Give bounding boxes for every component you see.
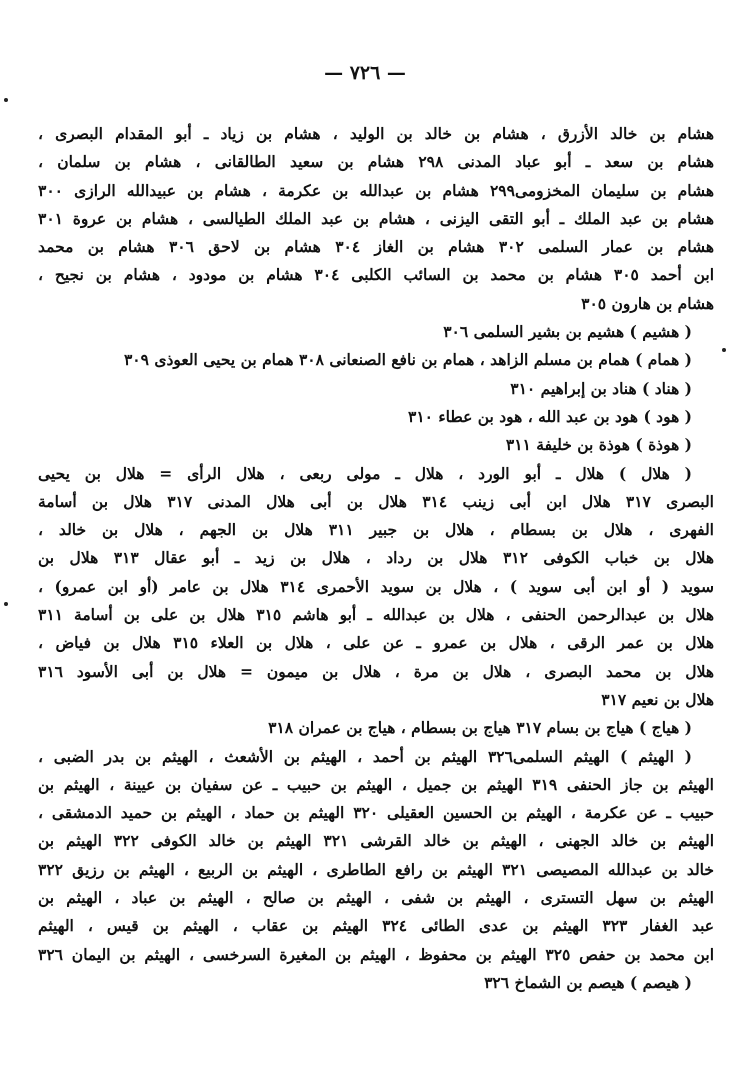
text-line: خالد بن عبدالله المصيصى ٣٢١ الهيثم بن رافع الطاطرى ، الهيثم بن الربيع ، الهيثم بن رزيق ٣٢٢ — [38, 859, 714, 879]
index-entry-hawdha: ( هوذة ) هوذة بن خليفة ٣١١ — [505, 435, 692, 455]
text-line: هشام بن سعد ـ أبو عباد المدنى ٢٩٨ هشام بن سعيد الطالقانى ، هشام بن سلمان ، — [38, 152, 714, 172]
index-entry-hud: ( هود ) هود بن عبد الله ، هود بن عطاء ٣١٠ — [408, 406, 692, 426]
text-line: هلال بن خباب الكوفى ٣١٢ هلال بن رداد ، هلال بن زيد ـ أبو عقال ٣١٣ هلال بن — [38, 548, 714, 568]
index-entry-haysam: ( هيصم ) هيصم بن الشماخ ٣٢٦ — [484, 972, 692, 992]
index-entry-haytham — [38, 743, 714, 969]
text-line: ابن أحمد ٣٠٥ هشام بن محمد بن السائب الكلبى ٣٠٤ هشام بن مودود ، هشام بن نجيح ، — [38, 265, 714, 285]
index-entry-hammam: ( همام ) همام بن مسلم الزاهد ، همام بن نافع الصنعانى ٣٠٨ همام بن يحيى العوذى ٣٠٩ — [123, 350, 692, 370]
text-line: هلال بن عبدالرحمن الحنفى ، هلال بن عبدالله ـ أبو هاشم ٣١٥ هلال بن على بن أسامة ٣١١ — [38, 605, 714, 625]
text-line: هشام بن سليمان المخزومى٢٩٩ هشام بن عبدالله بن عكرمة ، هشام بن عبيدالله الرازى ٣٠٠ — [38, 180, 714, 200]
margin-mark — [4, 602, 8, 606]
margin-mark — [4, 98, 8, 102]
text-line: هشام بن خالد الأزرق ، هشام بن خالد بن الوليد ، هشام بن زياد ـ أبو المقدام البصرى ، — [38, 124, 714, 143]
text-line: هلال بن عمر الرقى ، هلال بن عمرو ـ عن على ، هلال بن العلاء ٣١٥ هلال بن فياض ، — [38, 633, 714, 653]
text-line: ابن محمد بن حفص ٣٢٥ الهيثم بن محفوظ ، الهيثم بن المغيرة السرخسى ، الهيثم بن اليمان ٣٢٦ — [38, 944, 714, 964]
text-line: ( هلال ) هلال ـ أبو الورد ، هلال ـ مولى ربعى ، هلال الرأى = هلال بن يحيى — [38, 463, 692, 483]
text-line: الهيثم بن خالد الجهنى ، الهيثم بن خالد القرشى ٣٢١ الهيثم بن خالد الكوفى ٣٢٢ الهيثم بن — [38, 831, 714, 851]
text-line: هلال بن نعيم ٣١٧ — [601, 689, 714, 709]
text-line: هشام بن هارون ٣٠٥ — [581, 293, 714, 313]
text-line: سويد ( أو ابن أبى سويد ) ، هلال بن سويد الأحمرى ٣١٤ هلال بن عامر (أو ابن عمرو) ، — [38, 576, 714, 596]
index-entry-hilal — [38, 460, 714, 715]
index-entry-hayyaj: ( هياج ) هياج بن بسام ٣١٧ هياج بن بسطام ، هياج بن عمران ٣١٨ — [268, 718, 692, 738]
text-line: الهيثم بن سهل التسترى ، الهيثم بن شفى ، الهيثم بن صالح ، الهيثم بن عباد ، الهيثم بن — [38, 888, 714, 908]
text-line: الفهرى ، هلال بن بسطام ، هلال بن جبير ٣١١ هلال بن الجهم ، هلال بن خالد ، — [38, 520, 714, 540]
index-entry-hisham — [38, 120, 714, 318]
index-entry-hushaym: ( هشيم ) هشيم بن بشير السلمى ٣٠٦ — [443, 322, 692, 342]
index-entry-hannad: ( هناد ) هناد بن إبراهيم ٣١٠ — [510, 378, 692, 398]
text-line: حبيب ـ عن عكرمة ، الهيثم بن الحسين العقيلى ٣٢٠ الهيثم بن حماد ، الهيثم بن حميد الدمشقى ، — [38, 803, 714, 823]
text-line: عبد الغفار ٣٢٣ الهيثم بن عدى الطائى ٣٢٤ الهيثم بن عقاب ، الهيثم بن قيس ، الهيثم — [38, 916, 714, 936]
margin-mark — [722, 348, 726, 352]
page-number: — ٧٢٦ — — [324, 62, 406, 84]
text-line: هشام بن عمار السلمى ٣٠٢ هشام بن الغاز ٣٠٤ هشام بن لاحق ٣٠٦ هشام بن محمد — [38, 237, 714, 257]
text-line: هشام بن عبد الملك ـ أبو التقى اليزنى ، هشام بن عبد الملك الطيالسى ، هشام بن عروة ٣٠١ — [38, 208, 714, 228]
text-line: ( الهيثم ) الهيثم السلمى٣٢٦ الهيثم بن أحمد ، الهيثم بن الأشعث ، الهيثم بن بدر الضبى ، — [38, 746, 692, 766]
text-line: هلال بن محمد البصرى ، هلال بن مرة ، هلال بن ميمون = هلال بن أبى الأسود ٣١٦ — [38, 661, 714, 681]
index-body — [38, 120, 714, 997]
text-line: الهيثم بن جاز الحنفى ٣١٩ الهيثم بن جميل ، الهيثم بن حبيب ـ عن سفيان بن عيينة ، الهيثم بن — [38, 774, 714, 794]
text-line: البصرى ٣١٧ هلال ابن أبى زينب ٣١٤ هلال بن أبى هلال المدنى ٣١٧ هلال بن أسامة — [38, 491, 714, 511]
